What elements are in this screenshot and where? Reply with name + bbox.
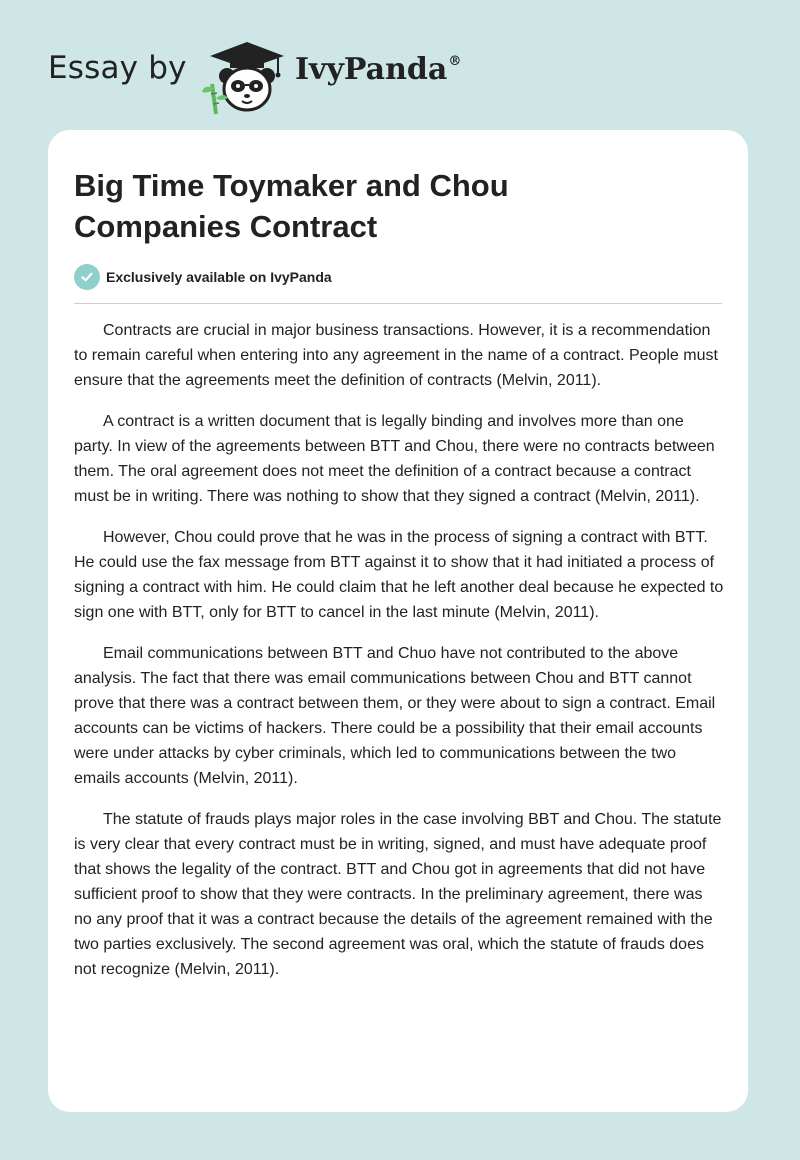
panda-graduate-icon[interactable] — [202, 36, 292, 116]
essay-card — [48, 130, 748, 1112]
paragraph: A contract is a written document that is legally binding and involves more than one party. In view of the agreements between BTT and Chou, there were no contracts between them. The oral agreement does not meet the definition of a contract because a contract must be in writing. There was nothing to show that they signed a contract (Melvin, 2011). — [74, 413, 715, 505]
paragraph: However, Chou could prove that he was in the process of signing a contract with BTT. He could use the fax message from BTT against it to show that it had initiated a process of signing a contract with him. He could claim that he left another deal because he expected to sign one with BTT, only for BTT to cancel in the last minute (Melvin, 2011). — [74, 529, 724, 621]
paragraph: Email communications between BTT and Chuo have not contributed to the above analysis. The fact that there was email communications between Chou and BTT cannot prove that there was a contract between them, or they were about to sign a contract. Email accounts can be victims of hackers. There could be a possibility that their email accounts were under attacks by cyber criminals, which led to communications between the two emails accounts (Melvin, 2011). — [74, 645, 716, 787]
brand-name[interactable] — [295, 52, 461, 87]
divider — [74, 303, 722, 304]
essay-body — [74, 318, 724, 998]
exclusive-badge-text: Exclusively available on IvyPanda — [106, 269, 332, 285]
essay-by-label: Essay by — [48, 50, 187, 86]
paragraph: Contracts are crucial in major business transactions. However, it is a recommendation to remain careful when entering into any agreement in the name of a contract. People must ensure that the agreements meet the definition of contracts (Melvin, 2011). — [74, 322, 718, 389]
check-circle-icon — [74, 264, 100, 290]
exclusive-badge — [74, 264, 332, 290]
site-header — [48, 28, 508, 108]
essay-title: Big Time Toymaker and Chou Companies Contract — [74, 168, 509, 244]
brand-text: IvyPanda — [295, 52, 448, 87]
registered-mark: ® — [448, 54, 462, 69]
paragraph: The statute of frauds plays major roles in the case involving BBT and Chou. The statute is very clear that every contract must be in writing, signed, and must have adequate proof that shows the legality of the contract. BTT and Chou got in agreements that did not have sufficient proof to show that they were contracts. In the preliminary agreement, there was no any proof that it was a contract because the details of the agreement remained with the two parties exclusively. The second agreement was oral, which the statute of frauds does not recognize (Melvin, 2011). — [74, 811, 722, 978]
